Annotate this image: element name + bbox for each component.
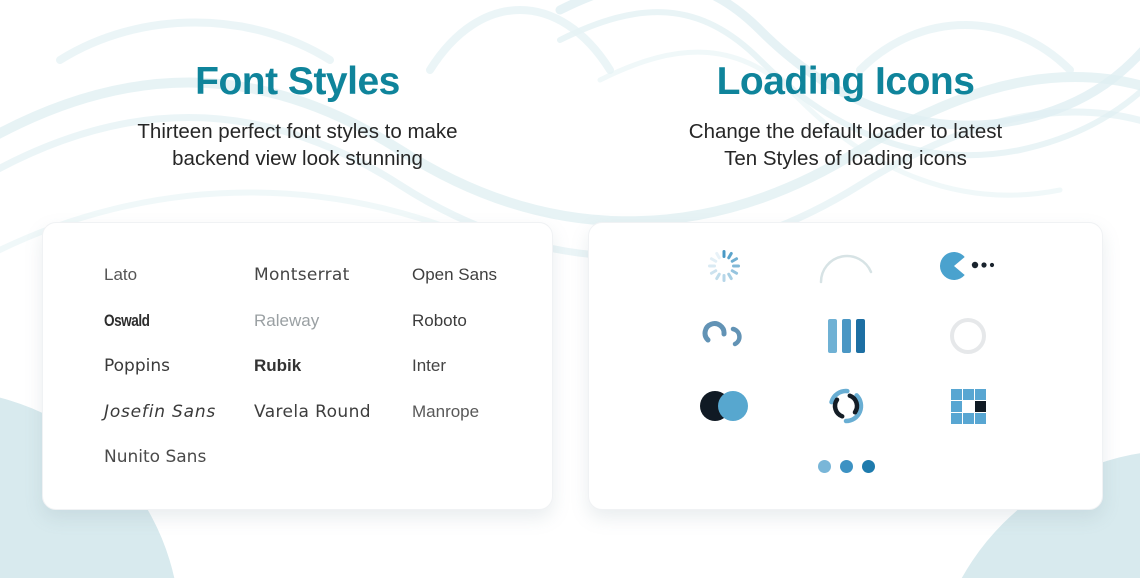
arc-spinner-icon xyxy=(816,244,876,288)
pacman-icon xyxy=(939,249,997,283)
font-item-josefin-sans: Josefin Sans xyxy=(104,401,217,422)
dual-ring-arcs-icon xyxy=(826,386,866,426)
loading-icons-title: Loading Icons xyxy=(716,60,975,103)
font-item-raleway: Raleway xyxy=(254,310,320,330)
font-styles-subtitle-line1: Thirteen perfect font styles to make xyxy=(137,120,458,143)
font-item-varela-round: Varela Round xyxy=(254,401,371,422)
ring-icon xyxy=(950,318,986,354)
three-dots-icon xyxy=(663,441,1029,491)
vertical-bars-icon xyxy=(828,319,865,353)
font-item-montserrat: Montserrat xyxy=(254,265,350,285)
overlap-circles-icon xyxy=(700,391,748,421)
spinner-dashes-icon xyxy=(706,248,742,284)
font-styles-title: Font Styles xyxy=(195,60,400,103)
loading-icons-section xyxy=(588,0,1103,578)
font-styles-subtitle-line2: backend view look stunning xyxy=(172,147,423,170)
double-crescent-icon xyxy=(702,320,746,352)
font-item-roboto: Roboto xyxy=(412,310,467,330)
loading-icons-card xyxy=(588,222,1103,510)
font-list xyxy=(43,223,552,493)
font-item-manrope: Manrope xyxy=(412,401,480,421)
loading-icons-subtitle-line1: Change the default loader to latest xyxy=(688,120,1003,143)
font-styles-card xyxy=(42,222,553,510)
font-item-lato: Lato xyxy=(104,265,138,284)
loader-grid xyxy=(663,231,1029,441)
loading-icons-subtitle-line2: Ten Styles of loading icons xyxy=(724,147,967,170)
font-styles-section xyxy=(42,0,553,578)
font-item-open-sans: Open Sans xyxy=(412,265,498,284)
loading-icons-subtitle xyxy=(588,118,1103,172)
font-item-nunito-sans: Nunito Sans xyxy=(104,447,207,467)
font-item-oswald: Oswald xyxy=(104,310,150,330)
font-item-poppins: Poppins xyxy=(104,356,170,376)
font-item-inter: Inter xyxy=(412,356,447,375)
grid-squares-icon xyxy=(951,389,986,424)
font-item-rubik: Rubik xyxy=(254,356,302,375)
font-styles-subtitle xyxy=(42,118,553,172)
